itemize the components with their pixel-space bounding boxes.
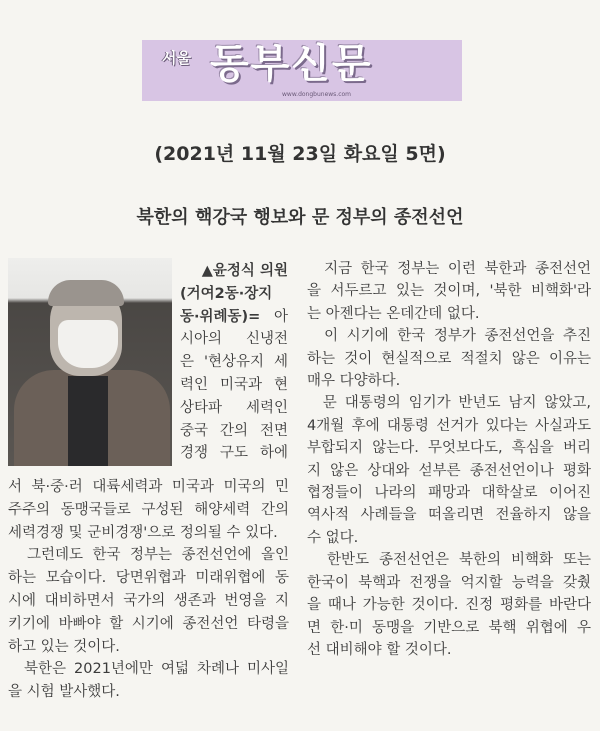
text-line: 수 없다. — [307, 529, 359, 546]
text-line: 시아의 신냉전 — [180, 331, 288, 348]
masthead-url: www.dongbunews.com — [282, 91, 352, 98]
masthead-city: 서울 — [162, 49, 191, 67]
byline-district: (거여2동·장지 — [180, 285, 273, 302]
text-line: 서 북·중·러 대륙세력과 미국과 미국의 민 — [8, 479, 289, 495]
text-line: 4개월 후에 대통령 선거가 있다는 사실과도 — [307, 417, 591, 434]
article-headline: 북한의 핵강국 행보와 문 정부의 종전선언 — [136, 207, 464, 228]
photo-hair — [48, 280, 124, 306]
text-line: 면 한·미 동맹을 기반으로 북핵 위협에 우 — [307, 619, 591, 636]
text-line: 문 대통령의 임기가 반년도 남지 않았고, — [307, 395, 591, 412]
text-line: 그런데도 한국 정부는 종전선언에 올인 — [8, 547, 289, 564]
text-line: 하는 것이 현실적으로 적절치 않은 이유는 — [307, 350, 591, 367]
text-line: 하는 모습이다. 당면위협과 미래위협에 동 — [8, 570, 289, 587]
text-line: 경쟁 구도 하에 — [180, 445, 288, 462]
text-line: 세력경쟁 및 군비경쟁'으로 정의될 수 있다. — [8, 524, 278, 541]
byline-name: ▲윤정식 의원 — [201, 263, 288, 279]
text-line: 력인 미국과 현 — [180, 376, 288, 393]
text-line: 을 서두르고 있는 것이며, '북한 비핵화'라 — [307, 283, 591, 300]
text-line: 한반도 종전선언은 북한의 비핵화 또는 — [307, 552, 591, 569]
text-line: 지 않은 상대와 섣부른 종전선언이나 평화 — [307, 462, 591, 479]
photo-mask — [58, 320, 118, 368]
byline-column — [180, 260, 288, 465]
masthead-logo — [142, 40, 462, 101]
text-line: 을 시험 발사했다. — [8, 684, 120, 701]
text-line: 키기에 바빠야 할 시기에 종전선언 타령을 — [8, 615, 289, 632]
text-line: 북한은 2021년에만 여덟 차례나 미사일 — [8, 661, 289, 678]
side-lines — [180, 328, 288, 465]
text-line: 는 아젠다는 온데간데 없다. — [307, 305, 480, 322]
text-line: 부합되지 않는다. 무엇보다도, 흑심을 버리 — [307, 440, 591, 457]
body-text-start: 아 — [273, 308, 288, 325]
text-line: 한국이 북핵과 전쟁을 억지할 능력을 갖췄 — [307, 574, 591, 591]
text-line: 매우 다양하다. — [307, 373, 401, 390]
text-line: 협정들이 나라의 패망과 대학살로 이어진 — [307, 485, 591, 502]
text-line: 중국 간의 전면 — [180, 422, 288, 439]
date-line: (2021년 11월 23일 화요일 5면) — [154, 143, 446, 165]
byline-district-end: 동·위례동)= — [180, 308, 261, 325]
article-column-right — [307, 258, 591, 661]
author-photo — [8, 258, 172, 466]
masthead-name: 동부신문 — [210, 41, 373, 87]
text-line: 시에 대비하면서 국가의 생존과 번영을 지 — [8, 592, 289, 609]
text-line: 역사적 사례들을 떠올리면 전율하지 않을 — [307, 507, 591, 524]
text-line: 하고 있는 것이다. — [8, 638, 120, 655]
text-line: 을 때나 가능한 것이다. 진정 평화를 바란다 — [307, 597, 591, 614]
text-line: 지금 한국 정부는 이런 북한과 종전선언 — [307, 261, 591, 277]
text-line: 주주의 동맹국들로 구성된 해양세력 간의 — [8, 501, 289, 518]
byline-district-cont — [180, 306, 288, 329]
article-column-left — [8, 476, 289, 704]
photo-shirt — [68, 376, 108, 466]
text-line: 선 대비해야 할 것이다. — [307, 641, 452, 658]
text-line: 은 '현상유지 세 — [180, 354, 288, 371]
text-line: 이 시기에 한국 정부가 종전선언을 추진 — [307, 328, 591, 345]
text-line: 상타파 세력인 — [180, 399, 288, 416]
